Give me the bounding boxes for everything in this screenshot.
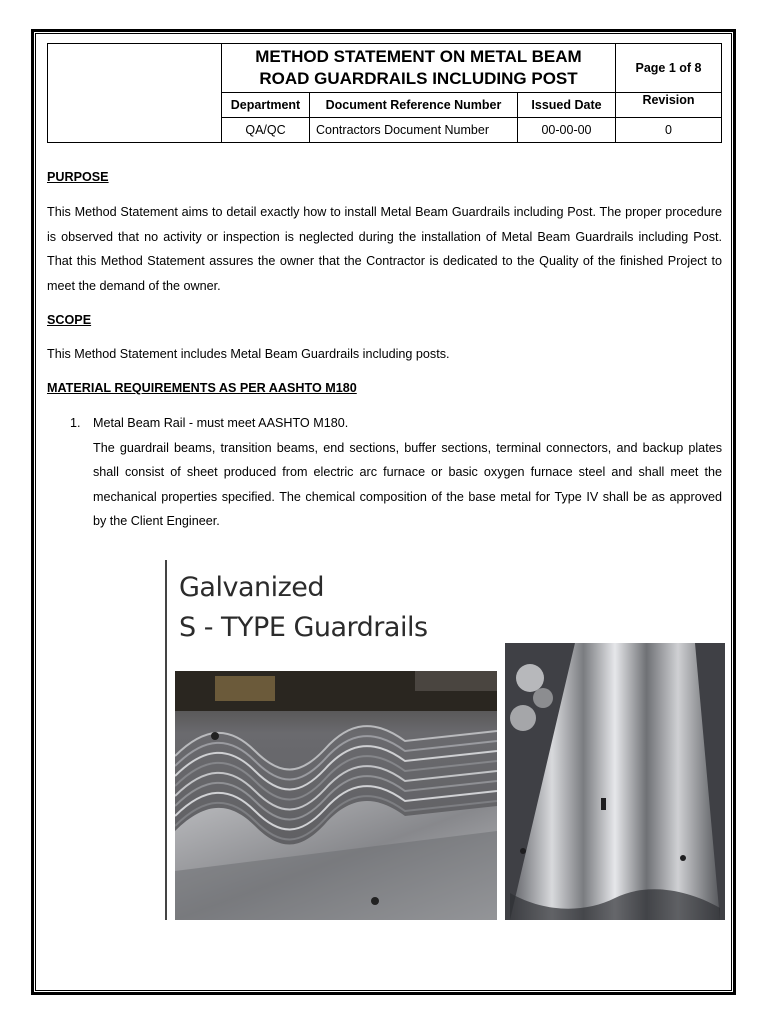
scope-paragraph: This Method Statement includes Metal Beam Guardrails including posts. <box>47 347 450 361</box>
scope-heading <box>47 308 722 333</box>
doc-ref-label: Document Reference Number <box>309 92 518 118</box>
issued-date-label: Issued Date <box>517 92 616 118</box>
figure-title <box>179 568 428 648</box>
revision-label: Revision <box>615 92 722 118</box>
galvanized-rail-photo <box>505 643 725 920</box>
stacked-guardrails-photo <box>175 671 497 920</box>
title-line-1: METHOD STATEMENT ON METAL BEAM <box>255 47 582 66</box>
list-item-number: 1. <box>70 416 81 430</box>
page-number: Page 1 of 8 <box>615 43 722 93</box>
materials-heading-text: MATERIAL REQUIREMENTS AS PER AASHTO M180 <box>47 381 357 395</box>
list-item-text: The guardrail beams, transition beams, end sections, buffer sections, terminal connectors, and backup plates shall consist of sheet produced from electric arc furnace or basic oxygen furnace steel and shall meet the mechanical properties specified. The chemical composition of the base metal for Type IV shall be as approved by the Client Engineer. <box>93 440 722 529</box>
doc-ref-value: Contractors Document Number <box>309 117 518 143</box>
issued-date-value: 00-00-00 <box>517 117 616 143</box>
department-value: QA/QC <box>221 117 310 143</box>
figure-accent-line <box>165 560 167 920</box>
purpose-paragraph: This Method Statement aims to detail exactly how to install Metal Beam Guardrails including Post. The proper procedure is observed that no activity or inspection is neglected during the installation of Metal Beam Guardrails including Post. That this Method Statement assures the owner that the Contractor is dedicated to the Quality of the finished Project to meet the demand of the owner. <box>47 205 722 293</box>
department-label: Department <box>221 92 310 118</box>
list-item-body <box>93 411 722 534</box>
revision-value: 0 <box>615 117 722 143</box>
title-line-2: ROAD GUARDRAILS INCLUDING POST <box>259 69 578 88</box>
purpose-heading <box>47 165 722 190</box>
materials-heading <box>47 376 722 401</box>
scope-heading-text: SCOPE <box>47 313 92 327</box>
document-title <box>221 43 616 93</box>
list-item-title: Metal Beam Rail - must meet AASHTO M180. <box>93 416 349 430</box>
figure-title-line-2: S - TYPE Guardrails <box>179 612 428 643</box>
logo-cell <box>47 43 222 143</box>
purpose-heading-text: PURPOSE <box>47 170 109 184</box>
figure-title-line-1: Galvanized <box>179 572 325 603</box>
document-header-table <box>47 43 722 143</box>
guardrail-figure <box>165 560 727 922</box>
